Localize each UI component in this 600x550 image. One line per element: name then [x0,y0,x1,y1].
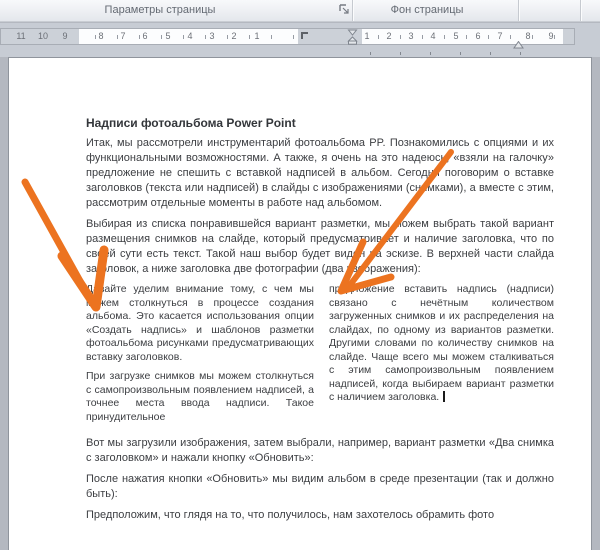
ribbon-group-separator [518,0,519,21]
tab-stop-tick [490,52,491,55]
ruler-number: 5 [165,31,171,41]
paragraph: Выбирая из списка понравившейся вариант разметки, мы можем выбрать такой вариант размещения снимков на слайде, который предусматривает и наличие заголовка, что по своей сути есть текст. Такой наш выбор будет виден на эскизе. В верхней части слайда заголовок, а ниже заголовка две фотографии (два изображения): [86,218,554,275]
paragraph [329,283,554,405]
ruler-number: 3 [408,31,414,41]
document-page[interactable] [8,57,592,550]
paragraph: При загрузке снимков мы можем столкнуться с самопроизвольным появлением надписей, а точнее места ввода надписи. Такое принудительное [86,370,314,423]
left-column [86,283,314,430]
ruler-number: 10 [37,31,49,41]
right-column [329,283,554,430]
paragraph: Вот мы загрузили изображения, затем выбрали, например, вариант разметки «Два снимка с заголовком» и нажали кнопку «Обновить»: [86,437,554,464]
ribbon-group-separator [352,0,353,21]
dialog-launcher-icon[interactable] [338,3,351,16]
ruler-number: 4 [430,31,436,41]
ruler-number: 2 [386,31,392,41]
right-indent-marker-icon[interactable] [513,36,524,54]
ribbon-group-separator [580,0,581,21]
tab-stop-icon[interactable] [301,32,308,39]
ruler-number: 11 [16,31,26,41]
ruler-number: 1 [254,31,260,41]
ruler-number: 2 [231,31,237,41]
two-column-section [86,283,554,430]
ruler-column2-area[interactable] [362,29,563,44]
tab-stop-tick [520,52,521,55]
ruler-number: 3 [209,31,215,41]
ruler-number: 4 [187,31,193,41]
ruler-number: 7 [497,31,503,41]
ruler-number: 9 [62,31,68,41]
paragraph-text: предложение вставить надпись (надписи) связано с нечётным количеством загруженных снимков и их распределения на слайдах, по одному из вариантов разметки. Другими словами по количеству снимков на слайде. Чаще всего мы можем сталкиваться с этим самопроизвольным появлением надписей, когда выбираем вариант разметки с наличием заголовка. [328,283,554,403]
tab-stop-tick [430,52,431,55]
ruler-number: 8 [525,31,531,41]
ruler-strip [0,23,600,57]
horizontal-ruler[interactable] [0,28,575,45]
indent-marker-icon[interactable] [347,29,358,50]
ruler-number: 6 [475,31,481,41]
tab-stop-tick [460,52,461,55]
ruler-number: 6 [142,31,148,41]
ribbon-group-strip [0,0,600,22]
paragraph: Итак, мы рассмотрели инструментарий фотоальбома PP. Познакомились с опциями и их функциональными возможностями. А также, я очень на это надеюсь, «взяли на галочку» предложение не спешить с вставкой надписей в альбом. Сегодня поговорим о вставке заголовков (текста или надписей) в слайды с изображениями (снимками), а вместе с этим, рассмотрим отдельные моменты в работе над альбомом. [86,137,554,209]
text-cursor [443,391,445,402]
document-heading: Надписи фотоальбома Power Point [86,116,296,130]
paragraph: Давайте уделим внимание тому, с чем мы можем столкнуться в процессе создания альбома. Это касается использования опции «Создать надпись» и шаблонов разметки фотоальбома рисунками предусматривающих вставку заголовков. [86,283,314,363]
ruler-number: 7 [120,31,126,41]
tab-stop-tick [400,52,401,55]
ruler-number: 5 [453,31,459,41]
tab-stop-tick [370,52,371,55]
ruler-number: 8 [98,31,104,41]
ruler-number: 9 [548,31,554,41]
ruler-number: 1 [364,31,370,41]
ribbon-group-page-background: Фон страницы [390,4,464,16]
paragraph: Предположим, что глядя на то, что получилось, нам захотелось обрамить фото [86,509,495,521]
paragraph: После нажатия кнопки «Обновить» мы видим альбом в среде презентации (так и должно быть): [86,473,554,500]
ribbon-group-page-setup: Параметры страницы [104,4,216,16]
